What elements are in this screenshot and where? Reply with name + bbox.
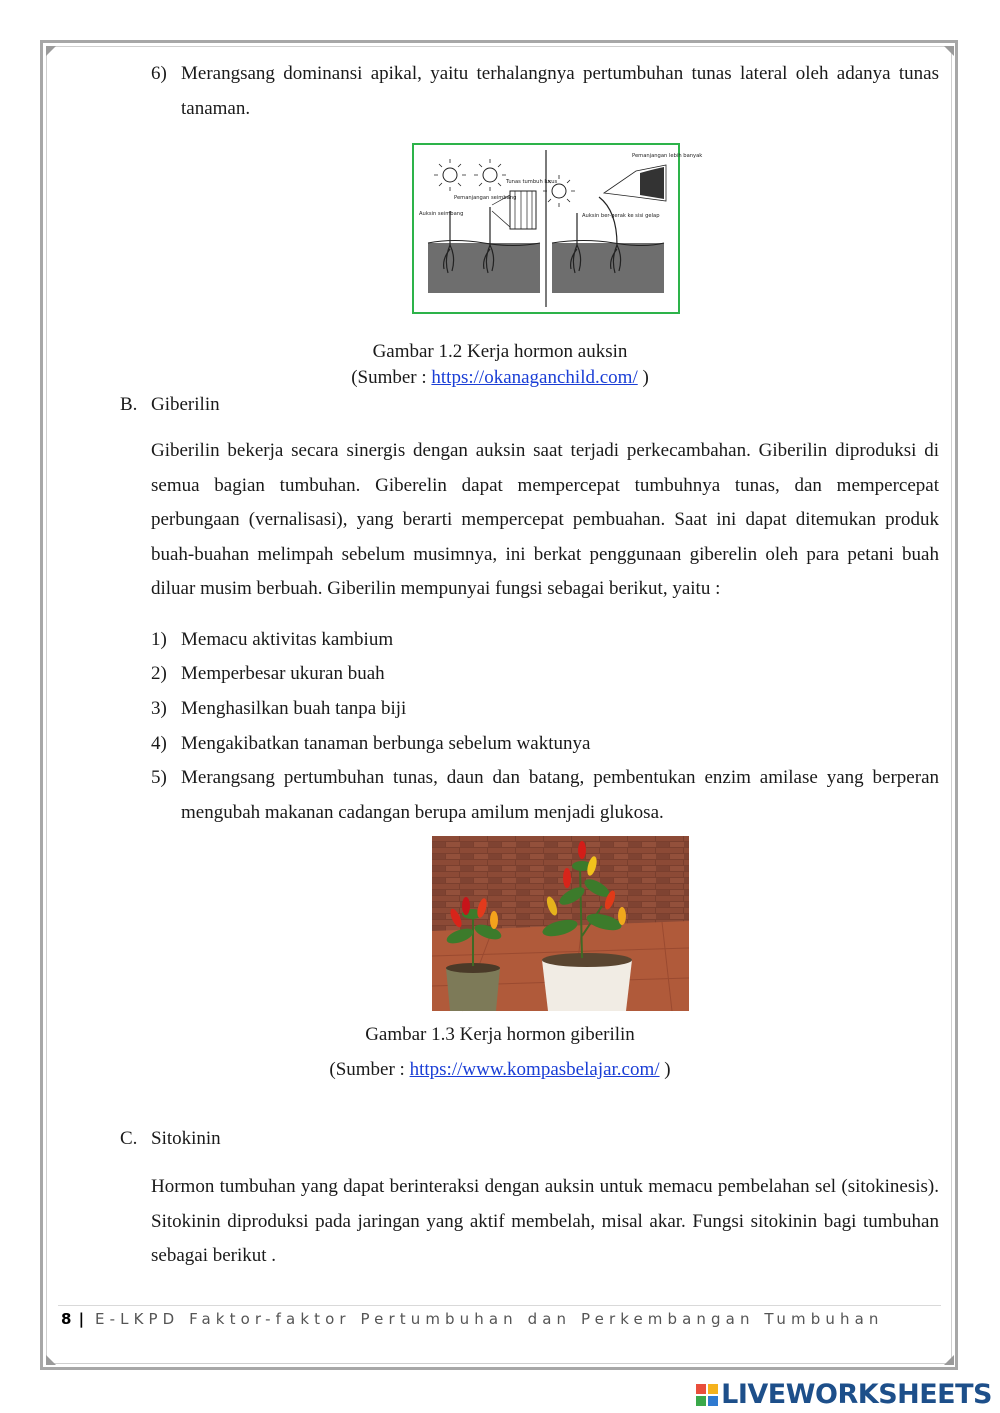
list-item-text: Merangsang dominansi apikal, yaitu terhalangnya pertumbuhan tunas lateral oleh adanya tunas tanaman. — [181, 63, 939, 119]
brand-name: LIVEWORKSHEETS — [721, 1379, 992, 1410]
liveworksheets-logo-icon — [696, 1384, 718, 1406]
list-item-text: Memacu aktivitas kambium — [181, 629, 394, 650]
list-item-text: Menghasilkan buah tanpa biji — [181, 698, 407, 719]
frame-corner — [944, 46, 954, 56]
figure-auksin — [412, 143, 703, 314]
list-item-number: 6) — [151, 63, 167, 84]
section-heading — [120, 1126, 221, 1152]
source-suffix: ) — [659, 1059, 671, 1080]
label-auksin-seimbang: Auksin seimbang — [419, 211, 464, 217]
source-prefix: (Sumber : — [351, 367, 432, 388]
list-item-number: 5) — [151, 767, 167, 788]
list-item-text: Memperbesar ukuran buah — [181, 663, 385, 684]
auksin-diagram-illustration — [414, 145, 703, 312]
section-letter: C. — [120, 1128, 138, 1149]
list-item-number: 2) — [151, 663, 167, 684]
figure-source — [0, 365, 1000, 391]
footer-title: E-LKPD Faktor-faktor Pertumbuhan dan Perkembangan Tumbuhan — [95, 1310, 884, 1328]
paragraph: Giberilin bekerja secara sinergis dengan auksin saat terjadi perkecambahan. Giberilin diproduksi di semua bagian tumbuhan. Giberelin dapat mempercepat tumbuhnya tunas, dan mempercepat perbungaan (vernalisasi), yang berarti mempercepat pembuahan. Saat ini dapat ditemukan produk buah-buahan melimpah sebelum musimnya, ini berkat penggunaan giberelin oleh para petani buah diluar musim berbuah. Giberilin mempunyai fungsi sebagai berikut, yaitu : — [151, 440, 939, 600]
section-heading — [120, 392, 220, 418]
list-item — [151, 656, 939, 691]
list-item-number: 1) — [151, 629, 167, 650]
label-tunas-tumbuh: Tunas tumbuh lurus — [506, 179, 558, 185]
list-item — [151, 622, 939, 657]
footer-divider — [58, 1305, 941, 1306]
list-item-text: Mengakibatkan tanaman berbunga sebelum waktunya — [181, 733, 591, 754]
figure-source — [0, 1057, 1000, 1083]
source-prefix: (Sumber : — [329, 1059, 410, 1080]
figure-giberilin-photo — [432, 836, 689, 1011]
page-footer — [61, 1310, 883, 1328]
source-suffix: ) — [637, 367, 649, 388]
paragraph: Hormon tumbuhan yang dapat berinteraksi dengan auksin untuk memacu pembelahan sel (sitokinesis). Sitokinin diproduksi pada jaringan yang aktif membelah, misal akar. Fungsi sitokinin bagi tumbuhan sebagai berikut . — [151, 1176, 939, 1267]
list-item-text: Merangsang pertumbuhan tunas, daun dan batang, pembentukan enzim amilase yang berperan mengubah makanan cadangan berupa amilum menjadi glukosa. — [181, 767, 939, 823]
source-link[interactable]: https://www.kompasbelajar.com/ — [409, 1059, 660, 1080]
frame-corner — [46, 1355, 56, 1365]
list-item — [151, 760, 939, 830]
figure-caption: Gambar 1.2 Kerja hormon auksin — [372, 341, 628, 362]
section-title: Sitokinin — [151, 1128, 221, 1149]
label-pemanjangan-lebih: Pemanjangan lebih banyak — [632, 153, 703, 159]
list-item-number: 3) — [151, 698, 167, 719]
chili-plant-photo — [432, 836, 689, 1011]
list-item — [151, 726, 939, 761]
frame-corner — [944, 1355, 954, 1365]
source-link[interactable]: https://okanaganchild.com/ — [431, 367, 638, 388]
label-pemanjangan-seimbang: Pemanjangan seimbang — [454, 195, 517, 201]
list-item-number: 4) — [151, 733, 167, 754]
frame-corner — [46, 46, 56, 56]
page-number: 8 | — [61, 1310, 86, 1328]
brand-watermark — [696, 1379, 992, 1410]
list-item — [151, 691, 939, 726]
list-item — [151, 56, 939, 126]
section-title: Giberilin — [151, 394, 220, 415]
figure-caption: Gambar 1.3 Kerja hormon giberilin — [365, 1024, 635, 1045]
section-letter: B. — [120, 394, 138, 415]
label-auksin-bergerak: Auksin ber-gerak ke sisi gelap — [582, 213, 660, 219]
